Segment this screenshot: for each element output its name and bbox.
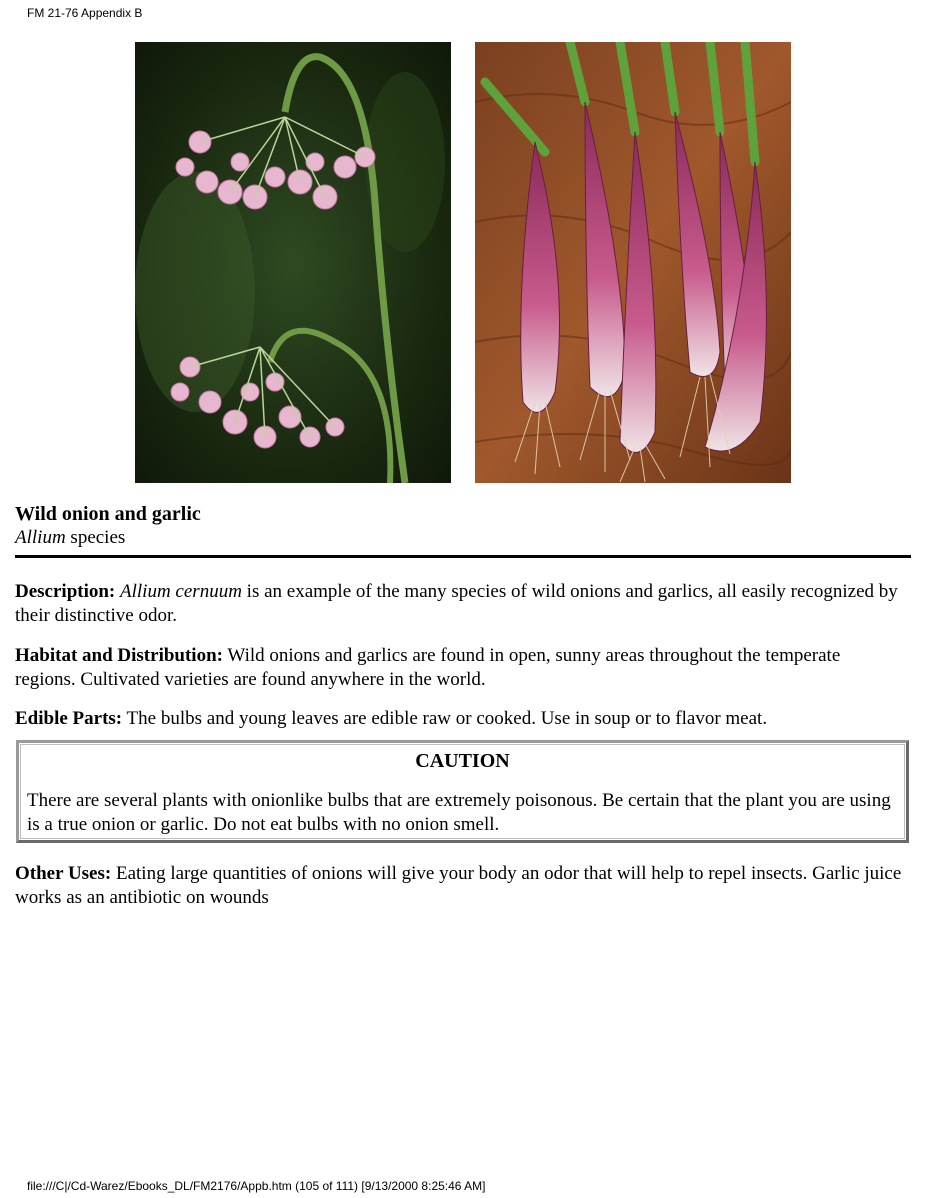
plant-genus-suffix: species [65, 527, 126, 548]
other-uses-text: Eating large quantities of onions will give your body an odor that will help to repel insects. Garlic juice works as an antibiotic on wounds [15, 863, 902, 908]
wild-onion-flowers-photo [135, 42, 451, 483]
plant-common-name: Wild onion and garlic [15, 503, 201, 525]
page-footer: file:///C|/Cd-Warez/Ebooks_DL/FM2176/Appb.htm (105 of 111) [9/13/2000 8:25:46 AM] [27, 1179, 486, 1193]
edible-text: The bulbs and young leaves are edible raw or cooked. Use in soup or to flavor meat. [122, 708, 768, 729]
description-label: Description: [15, 581, 116, 602]
description-text: is an example of the many species of wild onions and garlics, all easily recognized by their distinctive odor. [15, 581, 898, 626]
plant-scientific-name [15, 526, 910, 550]
habitat-paragraph [15, 644, 905, 692]
caution-box [16, 740, 909, 843]
edible-label: Edible Parts: [15, 708, 123, 729]
description-paragraph [15, 580, 905, 628]
plant-title-block [15, 502, 910, 550]
caution-title: CAUTION [415, 750, 510, 772]
wild-onion-bulbs-photo [475, 42, 791, 483]
edible-parts-paragraph [15, 707, 905, 731]
caution-text: There are several plants with onionlike bulbs that are extremely poisonous. Be certain that the plant you are using is a true onion or garlic. Do not eat bulbs with no onion smell. [27, 790, 891, 835]
section-divider [15, 555, 911, 558]
plant-genus: Allium [15, 527, 66, 548]
habitat-text: Wild onions and garlics are found in open, sunny areas throughout the temperate regions. Cultivated varieties are found anywhere in the world. [15, 645, 841, 690]
other-uses-paragraph [15, 862, 905, 910]
description-species: Allium cernuum [120, 581, 242, 602]
page-header: FM 21-76 Appendix B [27, 6, 143, 20]
habitat-label: Habitat and Distribution: [15, 645, 223, 666]
other-uses-label: Other Uses: [15, 863, 112, 884]
